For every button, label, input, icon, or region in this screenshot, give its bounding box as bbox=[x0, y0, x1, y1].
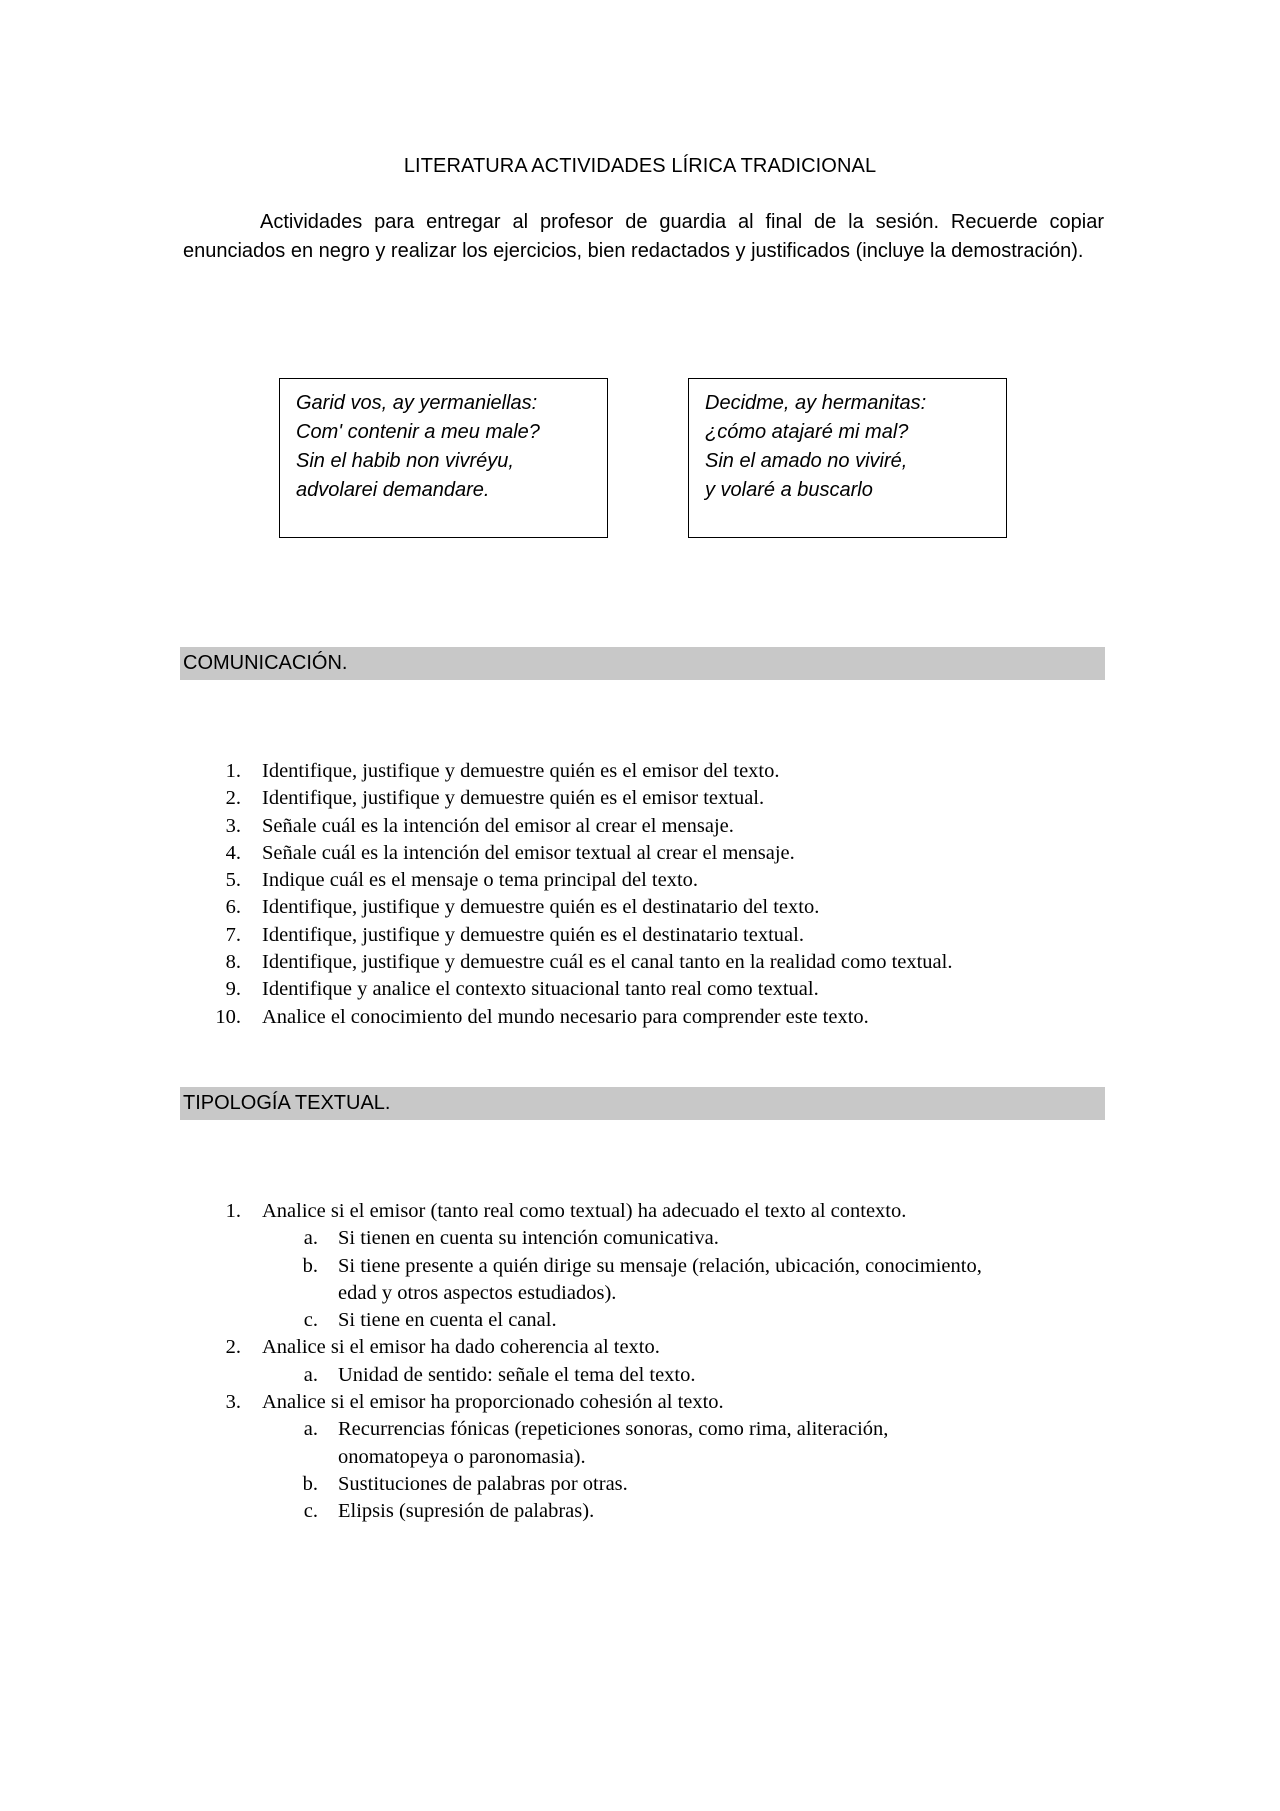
item-number: 3. bbox=[225, 1391, 241, 1414]
intro-text: Actividades para entregar al profesor de guardia al final de la sesión. Recuerde copiar enunciados en negro y realizar los ejercicios, bien redactados y justificados (incluye la demostración). bbox=[183, 211, 1104, 262]
item-text: Analice si el emisor (tanto real como textual) ha adecuado el texto al contexto. bbox=[262, 1200, 907, 1222]
comunicacion-list bbox=[0, 758, 1280, 1031]
item-text: Identifique, justifique y demuestre quién es el emisor textual. bbox=[262, 787, 765, 810]
item-text: Identifique, justifique y demuestre quién es el destinatario del texto. bbox=[262, 896, 820, 919]
list-subitem bbox=[0, 1471, 1280, 1498]
item-letter: a. bbox=[303, 1227, 318, 1250]
list-item bbox=[0, 949, 1280, 976]
item-text: Analice si el emisor ha dado coherencia al texto. bbox=[262, 1336, 660, 1359]
tipologia-list bbox=[0, 1198, 1280, 1526]
item-number: 2. bbox=[225, 1336, 241, 1359]
item-number: 10. bbox=[215, 1005, 241, 1028]
list-subitem-continuation bbox=[0, 1444, 1280, 1471]
item-number: 9. bbox=[225, 978, 241, 1001]
list-subitem bbox=[0, 1498, 1280, 1525]
item-text: Analice el conocimiento del mundo necesario para comprender este texto. bbox=[262, 1005, 869, 1028]
poem-line: ¿cómo atajaré mi mal? bbox=[705, 421, 909, 443]
list-item bbox=[0, 840, 1280, 867]
item-text: Indique cuál es el mensaje o tema principal del texto. bbox=[262, 869, 699, 892]
poem-original-box bbox=[279, 378, 608, 538]
list-item bbox=[0, 785, 1280, 812]
item-text: edad y otros aspectos estudiados). bbox=[338, 1281, 617, 1304]
item-number: 3. bbox=[225, 814, 241, 837]
list-subitem bbox=[0, 1253, 1280, 1280]
item-number: 1. bbox=[225, 1200, 241, 1222]
item-letter: c. bbox=[303, 1500, 318, 1523]
poem-line: Sin el habib non vivréyu, bbox=[296, 450, 514, 472]
list-subitem bbox=[0, 1416, 1280, 1443]
item-letter: a. bbox=[303, 1363, 318, 1386]
section-heading-tipologia: TIPOLOGÍA TEXTUAL. bbox=[180, 1087, 1105, 1120]
list-item bbox=[0, 1334, 1280, 1361]
list-item bbox=[0, 922, 1280, 949]
item-letter: b. bbox=[302, 1254, 318, 1277]
item-text: Sustituciones de palabras por otras. bbox=[338, 1472, 628, 1495]
item-number: 5. bbox=[225, 869, 241, 892]
item-letter: a. bbox=[303, 1418, 318, 1441]
item-text: Identifique y analice el contexto situacional tanto real como textual. bbox=[262, 978, 819, 1001]
list-item bbox=[0, 1389, 1280, 1416]
intro-paragraph bbox=[183, 208, 1104, 266]
item-text: Señale cuál es la intención del emisor al crear el mensaje. bbox=[262, 814, 734, 837]
list-item bbox=[0, 867, 1280, 894]
list-item bbox=[0, 1004, 1280, 1031]
list-item bbox=[0, 976, 1280, 1003]
item-text: Identifique, justifique y demuestre quién es el emisor del texto. bbox=[262, 760, 780, 782]
poem-line: y volaré a buscarlo bbox=[705, 479, 873, 501]
item-number: 1. bbox=[225, 760, 241, 782]
item-text: Si tiene en cuenta el canal. bbox=[338, 1309, 557, 1332]
page-title: LITERATURA ACTIVIDADES LÍRICA TRADICIONAL bbox=[403, 155, 877, 177]
poem-line: advolarei demandare. bbox=[296, 479, 490, 501]
list-subitem-continuation bbox=[0, 1280, 1280, 1307]
poem-line: Sin el amado no viviré, bbox=[705, 450, 908, 472]
poem-line: Com' contenir a meu male? bbox=[296, 421, 540, 443]
list-item bbox=[0, 1198, 1280, 1225]
item-text: Unidad de sentido: señale el tema del texto. bbox=[338, 1363, 696, 1386]
list-item bbox=[0, 758, 1280, 785]
item-text: Elipsis (supresión de palabras). bbox=[338, 1500, 595, 1523]
item-text: Recurrencias fónicas (repeticiones sonoras, como rima, aliteración, bbox=[338, 1418, 889, 1441]
item-text: Si tiene presente a quién dirige su mensaje (relación, ubicación, conocimiento, bbox=[338, 1254, 982, 1277]
item-number: 4. bbox=[225, 841, 241, 864]
poem-translation-box bbox=[688, 378, 1007, 538]
item-text: Señale cuál es la intención del emisor textual al crear el mensaje. bbox=[262, 841, 795, 864]
item-letter: b. bbox=[302, 1472, 318, 1495]
item-text: Identifique, justifique y demuestre cuál es el canal tanto en la realidad como textual. bbox=[262, 951, 953, 974]
poem-line: Decidme, ay hermanitas: bbox=[705, 392, 927, 414]
list-subitem bbox=[0, 1362, 1280, 1389]
list-subitem bbox=[0, 1225, 1280, 1252]
item-number: 2. bbox=[225, 787, 241, 810]
item-text: onomatopeya o paronomasia). bbox=[338, 1445, 586, 1468]
item-text: Analice si el emisor ha proporcionado cohesión al texto. bbox=[262, 1391, 724, 1414]
item-letter: c. bbox=[303, 1309, 318, 1332]
item-text: Si tienen en cuenta su intención comunicativa. bbox=[338, 1227, 719, 1250]
section-heading-comunicacion: COMUNICACIÓN. bbox=[180, 647, 1105, 680]
list-item bbox=[0, 813, 1280, 840]
list-subitem bbox=[0, 1307, 1280, 1334]
item-number: 7. bbox=[225, 923, 241, 946]
list-item bbox=[0, 894, 1280, 921]
item-text: Identifique, justifique y demuestre quién es el destinatario textual. bbox=[262, 923, 804, 946]
item-number: 8. bbox=[225, 951, 241, 974]
item-number: 6. bbox=[225, 896, 241, 919]
poem-line: Garid vos, ay yermaniellas: bbox=[296, 392, 538, 414]
